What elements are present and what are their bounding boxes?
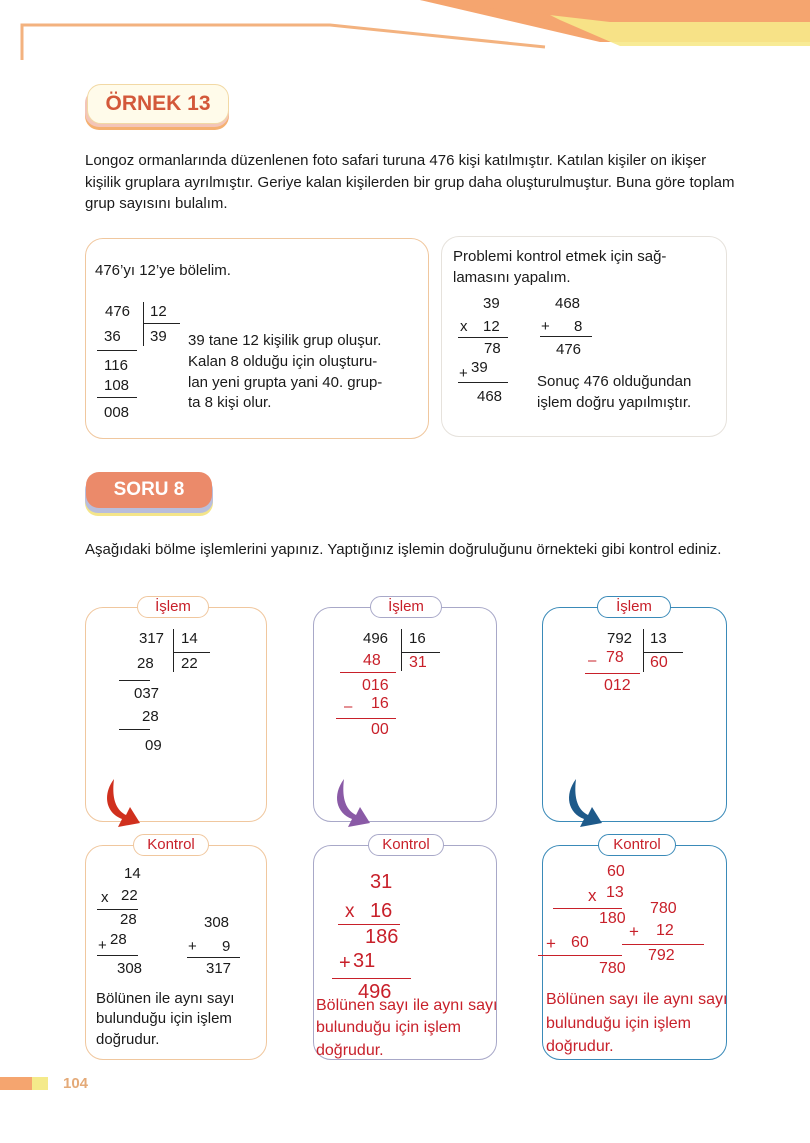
- subtrahend: 48: [363, 652, 381, 669]
- add-operand: 9: [222, 938, 231, 955]
- header-decoration: [0, 0, 810, 60]
- blue-arrow-icon: [562, 775, 607, 833]
- sum: 792: [648, 947, 675, 964]
- product: 308: [117, 960, 143, 977]
- divisor: 14: [181, 630, 198, 647]
- explanation-line: ta 8 kişi olur.: [188, 394, 272, 411]
- partial-product: 39: [471, 359, 488, 376]
- explanation-line: lan yeni grupta yani 40. grup-: [188, 374, 383, 391]
- check-note: bulunduğu için işlem: [546, 1015, 691, 1032]
- kontrol-label: Kontrol: [598, 834, 676, 856]
- dividend: 317: [139, 630, 165, 647]
- mult-operand: 39: [483, 295, 500, 312]
- dividend: 792: [607, 630, 633, 647]
- add-operand: 12: [656, 922, 674, 939]
- minus-sign: –: [344, 698, 353, 715]
- kontrol-label: Kontrol: [133, 834, 209, 856]
- islem-label: İşlem: [597, 596, 671, 618]
- explanation-line: 39 tane 12 kişilik grup oluşur.: [188, 332, 382, 349]
- check-note: Bölünen sayı ile aynı sayı: [546, 991, 728, 1008]
- add-operand: 308: [204, 914, 230, 931]
- mult-operand: 14: [124, 865, 141, 882]
- example-badge-label: ÖRNEK 13: [87, 84, 229, 124]
- quotient: 22: [181, 655, 198, 672]
- remainder: 037: [134, 685, 160, 702]
- plus-sign: +: [98, 937, 107, 954]
- add-operand: 8: [574, 318, 583, 335]
- question-instruction: Aşağıdaki bölme işlemlerini yapınız. Yaptığınız işlemin doğruluğunu örnekteki gibi kontrol ediniz.: [85, 541, 722, 558]
- remainder: 116: [104, 357, 128, 374]
- partial-product: 180: [599, 910, 626, 927]
- conclusion: işlem doğru yapılmıştır.: [537, 394, 692, 411]
- dividend: 476: [105, 303, 131, 320]
- remainder: 00: [371, 721, 389, 738]
- partial-product: 28: [120, 911, 137, 928]
- dividend: 496: [363, 630, 389, 647]
- check-note: doğrudur.: [96, 1031, 160, 1048]
- mult-operand: 12: [483, 318, 500, 335]
- mult-operand: 60: [607, 863, 625, 880]
- explanation-line: Kalan 8 olduğu için oluşturu-: [188, 353, 378, 370]
- quotient: 39: [150, 328, 167, 345]
- check-intro: Problemi kontrol etmek için sağ-: [453, 248, 667, 265]
- mult-operand: 31: [370, 871, 393, 893]
- partial-product: 31: [353, 950, 376, 972]
- plus-sign: +: [546, 934, 556, 953]
- subtrahend: 28: [137, 655, 154, 672]
- divisor: 16: [409, 630, 426, 647]
- red-arrow-icon: [100, 775, 145, 833]
- mult-operand: 22: [121, 887, 138, 904]
- quotient: 31: [409, 654, 427, 671]
- check-note: bulunduğu için işlem: [316, 1019, 461, 1036]
- mult-operand: 13: [606, 884, 624, 901]
- mult-sign: x: [101, 889, 109, 906]
- footer-bar: [32, 1077, 48, 1090]
- islem-label: İşlem: [137, 596, 209, 618]
- divisor: 13: [650, 630, 667, 647]
- purple-arrow-icon: [330, 775, 375, 833]
- product: 780: [599, 960, 626, 977]
- check-note: Bölünen sayı ile aynı sayı: [316, 997, 498, 1014]
- add-operand: 780: [650, 900, 677, 917]
- subtrahend: 36: [104, 328, 121, 345]
- minus-sign: –: [588, 652, 597, 669]
- example-intro: 476’yı 12’ye bölelim.: [95, 262, 231, 279]
- remainder: 008: [104, 404, 130, 421]
- mult-sign: x: [345, 901, 355, 922]
- partial-product: 78: [484, 340, 501, 357]
- islem-label: İşlem: [370, 596, 442, 618]
- kontrol-label: Kontrol: [368, 834, 444, 856]
- plus-sign: +: [541, 318, 550, 335]
- partial-product: 60: [571, 934, 589, 951]
- check-note: Bölünen ile aynı sayı: [96, 990, 235, 1007]
- plus-sign: +: [339, 952, 351, 974]
- partial-product: 28: [110, 931, 127, 948]
- remainder: 012: [604, 677, 631, 694]
- mult-operand: 16: [370, 900, 393, 922]
- subtrahend: 16: [371, 695, 389, 712]
- mult-sign: x: [460, 318, 468, 335]
- question-badge: [83, 472, 215, 518]
- question-badge-label: SORU 8: [86, 472, 212, 508]
- quotient: 60: [650, 654, 668, 671]
- plus-sign: +: [188, 938, 197, 955]
- subtrahend: 78: [606, 649, 624, 666]
- kontrol-box-1: [85, 845, 267, 1060]
- mult-sign: x: [588, 886, 597, 905]
- sum: 317: [206, 960, 232, 977]
- plus-sign: +: [459, 365, 468, 382]
- plus-sign: +: [629, 922, 639, 941]
- divisor: 12: [150, 303, 167, 320]
- conclusion: Sonuç 476 olduğundan: [537, 373, 692, 390]
- footer-bar: [0, 1077, 32, 1090]
- sum: 476: [556, 341, 582, 358]
- subtrahend: 108: [104, 377, 130, 394]
- add-operand: 468: [555, 295, 581, 312]
- product: 468: [477, 388, 503, 405]
- check-note: doğrudur.: [316, 1042, 384, 1059]
- check-intro: lamasını yapalım.: [453, 269, 571, 286]
- page-number: 104: [63, 1075, 89, 1092]
- example-problem-text: Longoz ormanlarında düzenlenen foto safari turuna 476 kişi katılmıştır. Katılan kişiler on ikişer kişilik gruplara ayrılmıştır. Geriye kalan kişilerden bir grup daha oluşturulmuştur. Buna göre toplam grup sayısını bulalım.: [85, 152, 735, 212]
- check-note: doğrudur.: [546, 1038, 614, 1055]
- check-note: bulunduğu için işlem: [96, 1010, 232, 1027]
- remainder: 09: [145, 737, 162, 754]
- subtrahend: 28: [142, 708, 159, 725]
- remainder: 016: [362, 677, 389, 694]
- product: 496: [358, 981, 392, 1003]
- example-badge: [83, 84, 231, 132]
- partial-product: 186: [365, 926, 399, 948]
